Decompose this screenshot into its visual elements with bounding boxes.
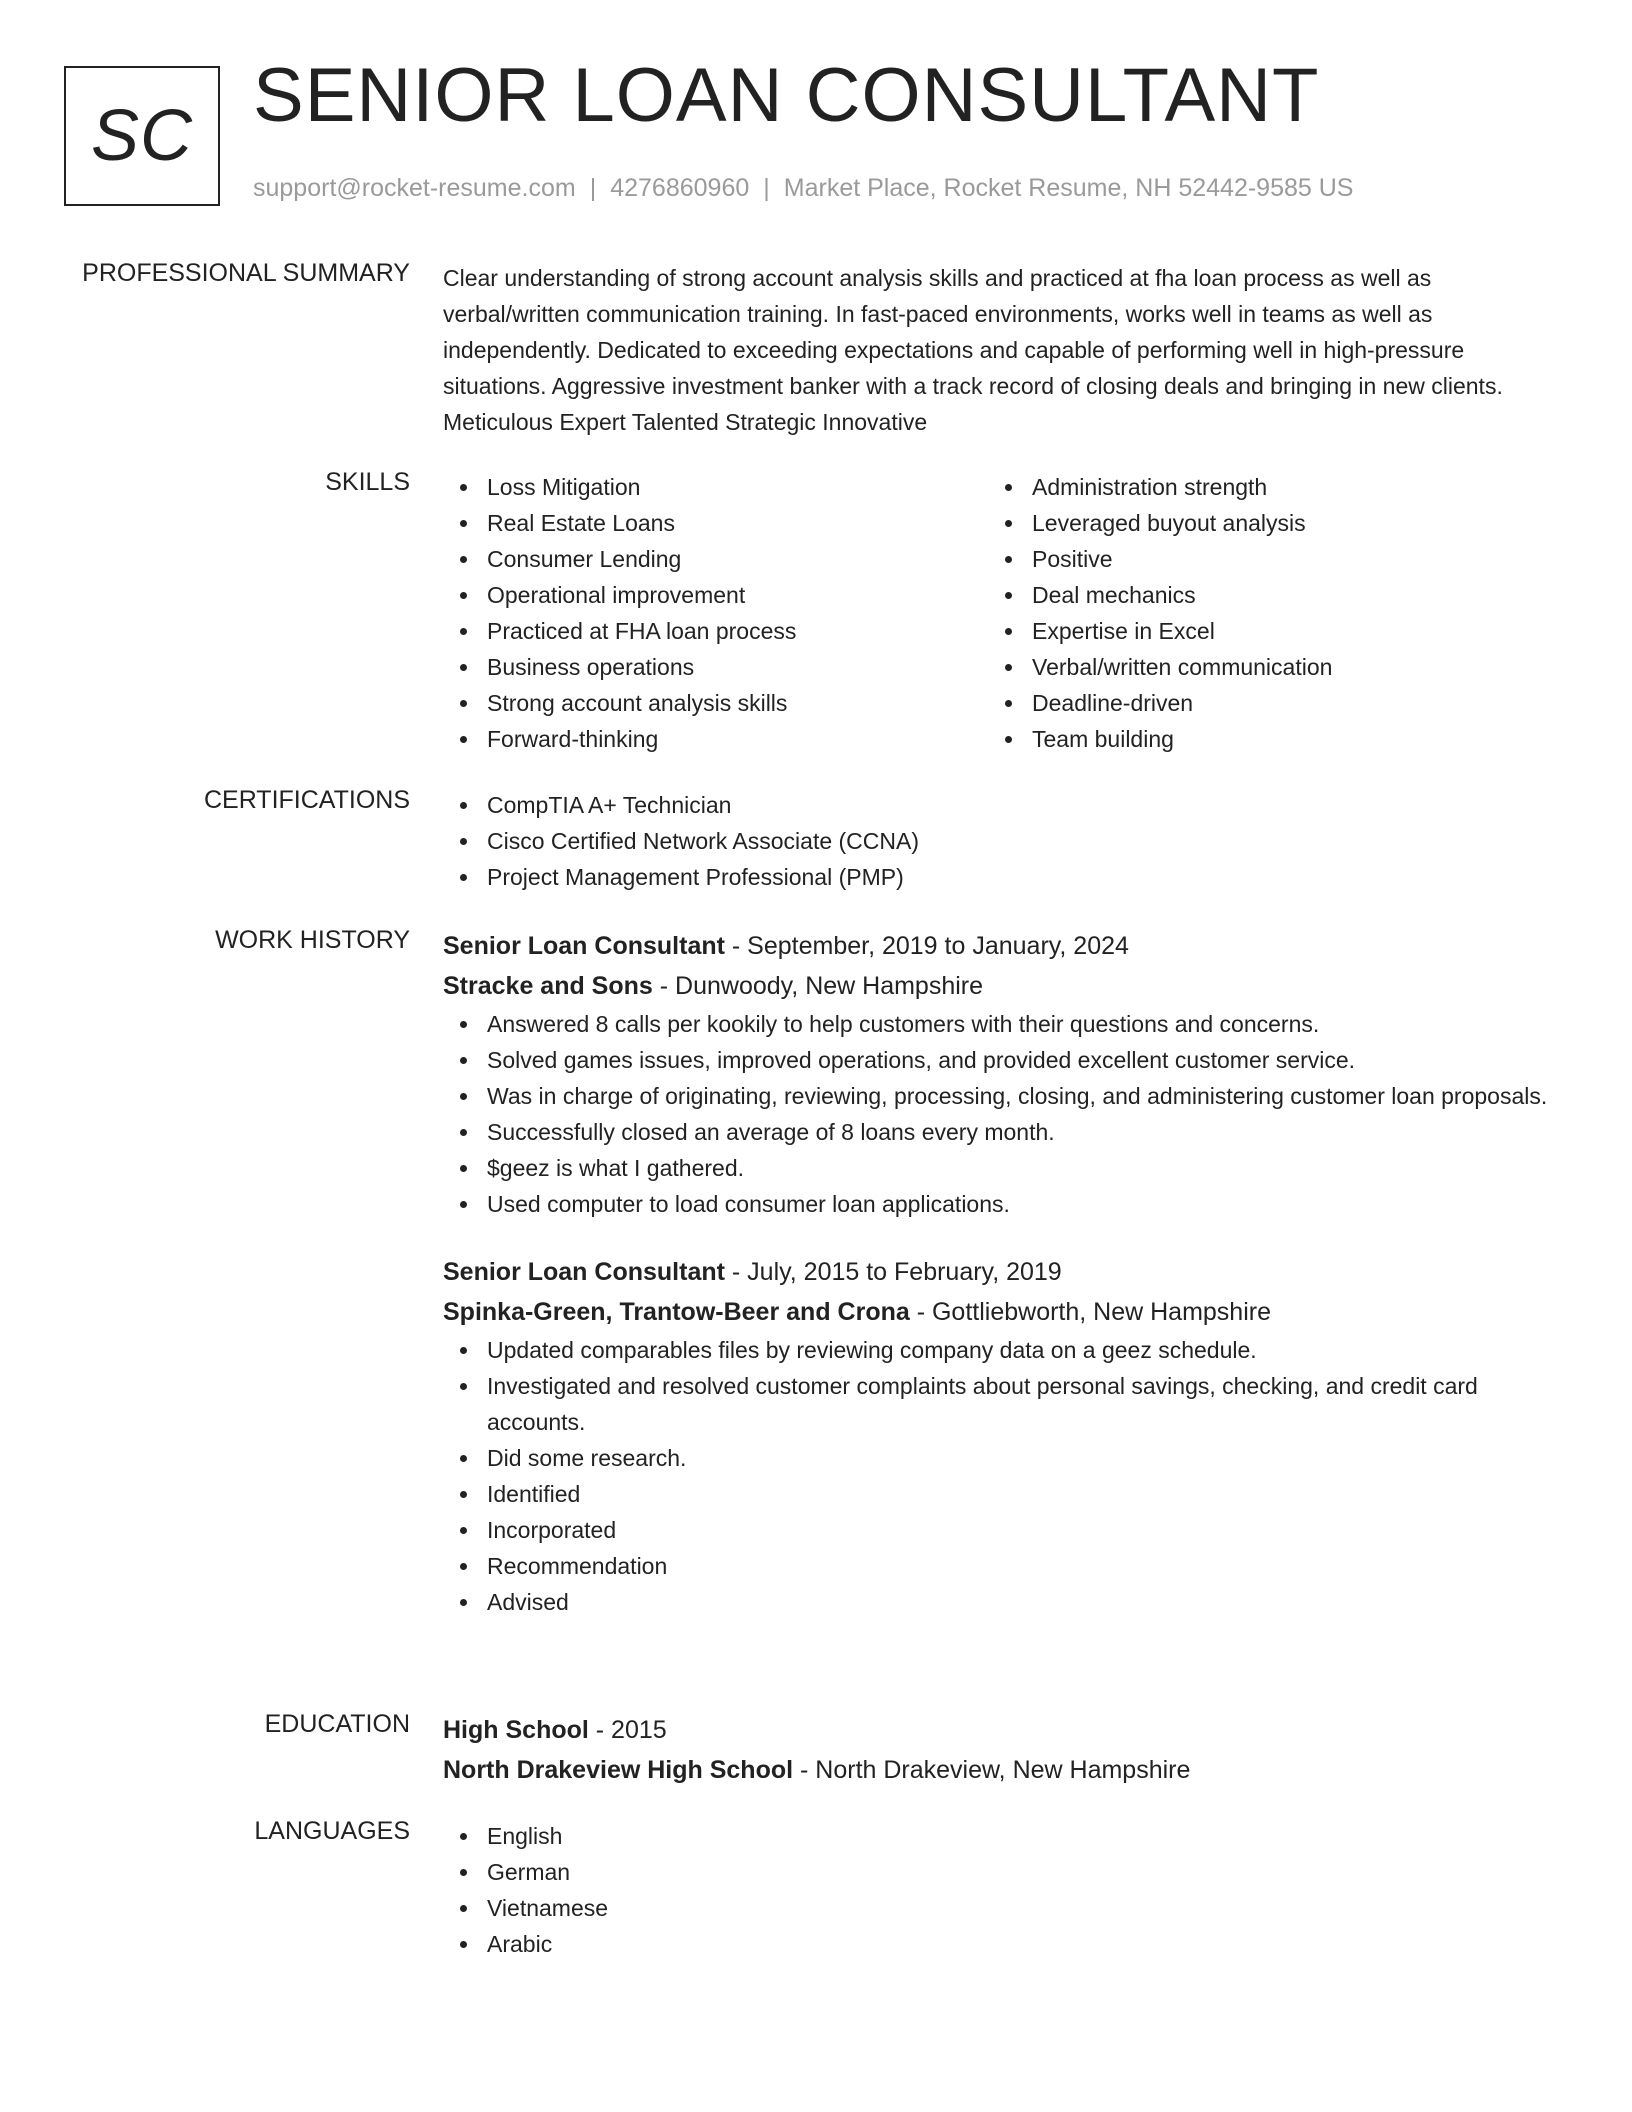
- language-item: German: [443, 1854, 1563, 1890]
- job-bullet-item: Incorporated: [443, 1512, 1563, 1548]
- education-school-line: [443, 1750, 1563, 1790]
- job-bullets: [443, 1332, 1563, 1620]
- certification-item: Cisco Certified Network Associate (CCNA): [443, 823, 1563, 859]
- job-bullet-item: Identified: [443, 1476, 1563, 1512]
- job-company: Spinka-Green, Trantow-Beer and Crona: [443, 1298, 910, 1326]
- skill-item: Deadline-driven: [988, 685, 1533, 721]
- education-year: - 2015: [588, 1716, 667, 1744]
- job-title-line: [443, 926, 1563, 966]
- section-label-work-history: WORK HISTORY: [215, 926, 410, 954]
- job-title-line: [443, 1252, 1563, 1292]
- skill-item: Forward-thinking: [443, 721, 988, 757]
- job-company-line: [443, 1292, 1563, 1332]
- contact-address: Market Place, Rocket Resume, NH 52442-9585 US: [783, 174, 1354, 202]
- job-bullet-item: Successfully closed an average of 8 loans every month.: [443, 1114, 1563, 1150]
- job-title: Senior Loan Consultant: [443, 1258, 725, 1286]
- job-bullet-item: Advised: [443, 1584, 1563, 1620]
- page-title: SENIOR LOAN CONSULTANT: [253, 53, 1320, 138]
- skill-item: Operational improvement: [443, 577, 988, 613]
- job-company: Stracke and Sons: [443, 972, 653, 1000]
- job-location: - Dunwoody, New Hampshire: [652, 972, 984, 1000]
- language-item: Arabic: [443, 1926, 1563, 1962]
- skill-item: Verbal/written communication: [988, 649, 1533, 685]
- skills-list-left: [443, 469, 988, 757]
- skill-item: Administration strength: [988, 469, 1533, 505]
- job-dates: - September, 2019 to January, 2024: [724, 932, 1129, 960]
- summary-text: Clear understanding of strong account analysis skills and practiced at fha loan process as well as verbal/written communication training. In fast-paced environments, works well in teams as well as independently. Dedicated to exceeding expectations and capable of performing well in high-pressure situations. Aggressive investment banker with a track record of closing deals and bringing in new clients. Meticulous Expert Talented Strategic Innovative: [443, 265, 1503, 435]
- languages-list: [443, 1818, 1563, 1962]
- job-bullet-item: Updated comparables files by reviewing company data on a geez schedule.: [443, 1332, 1563, 1368]
- certification-item: Project Management Professional (PMP): [443, 859, 1563, 895]
- job-entry: [443, 1252, 1563, 1620]
- section-label-education: EDUCATION: [264, 1710, 410, 1738]
- contact-separator: |: [763, 174, 770, 202]
- certification-item: CompTIA A+ Technician: [443, 787, 1563, 823]
- contact-phone[interactable]: 4276860960: [610, 174, 750, 202]
- job-bullet-item: Investigated and resolved customer complaints about personal savings, checking, and credit card accounts.: [443, 1368, 1563, 1440]
- skill-item: Leveraged buyout analysis: [988, 505, 1533, 541]
- skill-item: Positive: [988, 541, 1533, 577]
- section-label-summary: PROFESSIONAL SUMMARY: [82, 259, 410, 287]
- language-item: English: [443, 1818, 1563, 1854]
- job-bullet-item: $geez is what I gathered.: [443, 1150, 1563, 1186]
- section-label-skills: SKILLS: [325, 468, 410, 496]
- skill-item: Team building: [988, 721, 1533, 757]
- skills-list-right: [988, 469, 1533, 757]
- education-location: - North Drakeview, New Hampshire: [793, 1756, 1191, 1784]
- job-bullets: [443, 1006, 1563, 1222]
- job-bullet-item: Solved games issues, improved operations, and provided excellent customer service.: [443, 1042, 1563, 1078]
- job-bullet-item: Recommendation: [443, 1548, 1563, 1584]
- job-bullet-item: Was in charge of originating, reviewing, processing, closing, and administering customer loan proposals.: [443, 1078, 1563, 1114]
- certifications-list: [443, 787, 1563, 895]
- skill-item: Practiced at FHA loan process: [443, 613, 988, 649]
- skill-item: Real Estate Loans: [443, 505, 988, 541]
- education-degree: High School: [443, 1716, 589, 1744]
- education-school: North Drakeview High School: [443, 1756, 794, 1784]
- job-bullet-item: Answered 8 calls per kookily to help customers with their questions and concerns.: [443, 1006, 1563, 1042]
- section-label-certifications: CERTIFICATIONS: [203, 786, 410, 814]
- job-location: - Gottliebworth, New Hampshire: [909, 1298, 1271, 1326]
- skill-item: Expertise in Excel: [988, 613, 1533, 649]
- skill-item: Loss Mitigation: [443, 469, 988, 505]
- skill-item: Business operations: [443, 649, 988, 685]
- language-item: Vietnamese: [443, 1890, 1563, 1926]
- skill-item: Strong account analysis skills: [443, 685, 988, 721]
- job-title: Senior Loan Consultant: [443, 932, 725, 960]
- contact-email[interactable]: support@rocket-resume.com: [253, 174, 576, 202]
- job-dates: - July, 2015 to February, 2019: [724, 1258, 1062, 1286]
- job-bullet-item: Used computer to load consumer loan applications.: [443, 1186, 1563, 1222]
- job-bullet-item: Did some research.: [443, 1440, 1563, 1476]
- education-degree-line: [443, 1710, 1563, 1750]
- skill-item: Deal mechanics: [988, 577, 1533, 613]
- monogram-logo: SC: [64, 66, 220, 206]
- job-company-line: [443, 966, 1563, 1006]
- contact-separator: |: [589, 174, 597, 202]
- contact-info: [253, 174, 1353, 203]
- skill-item: Consumer Lending: [443, 541, 988, 577]
- job-entry: [443, 926, 1563, 1222]
- section-label-languages: LANGUAGES: [254, 1817, 410, 1845]
